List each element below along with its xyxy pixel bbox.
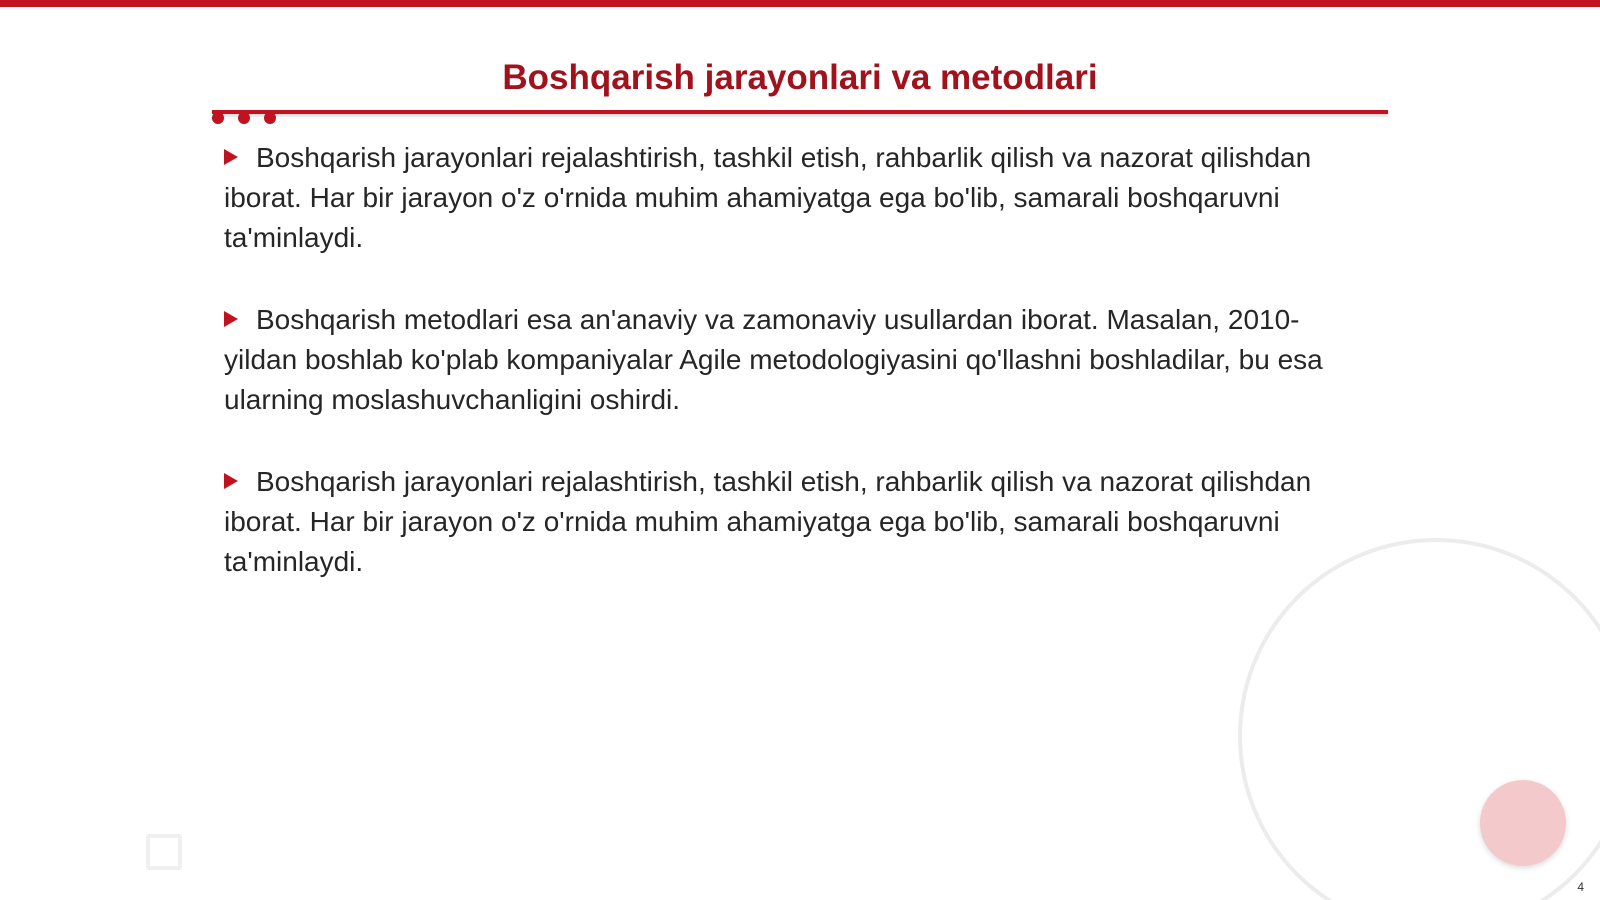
bullet-text: Boshqarish jarayonlari rejalashtirish, tashkil etish, rahbarlik qilish va nazorat qilishdan iborat. Har bir jarayon o'z o'rnida muhim ahamiyatga ega bo'lib, samarali boshqaruvni ta'minlaydi. — [224, 466, 1312, 577]
bullet-list — [224, 138, 1354, 624]
slide-title: Boshqarish jarayonlari va metodlari — [502, 58, 1098, 97]
divider-dot — [212, 112, 224, 124]
bullet-item — [224, 462, 1354, 582]
top-accent-bar — [0, 0, 1600, 7]
bullet-text: Boshqarish metodlari esa an'anaviy va zamonaviy usullardan iborat. Masalan, 2010-yildan boshlab ko'plab kompaniyalar Agile metodologiyasini qo'llashni boshladilar, bu esa ularning moslashuvchanligini oshirdi. — [224, 304, 1323, 415]
divider-dot — [264, 112, 276, 124]
triangle-bullet-icon — [224, 149, 238, 165]
bullet-text: Boshqarish jarayonlari rejalashtirish, tashkil etish, rahbarlik qilish va nazorat qilishdan iborat. Har bir jarayon o'z o'rnida muhim ahamiyatga ega bo'lib, samarali boshqaruvni ta'minlaydi. — [224, 142, 1312, 253]
triangle-bullet-icon — [224, 311, 238, 327]
page-number: 4 — [1577, 880, 1584, 894]
divider-dot — [238, 112, 250, 124]
bullet-item — [224, 138, 1354, 258]
bullet-item — [224, 300, 1354, 420]
decorative-square — [146, 834, 182, 870]
triangle-bullet-icon — [224, 473, 238, 489]
decorative-pink-circle — [1480, 780, 1566, 866]
title-divider — [212, 110, 1388, 114]
